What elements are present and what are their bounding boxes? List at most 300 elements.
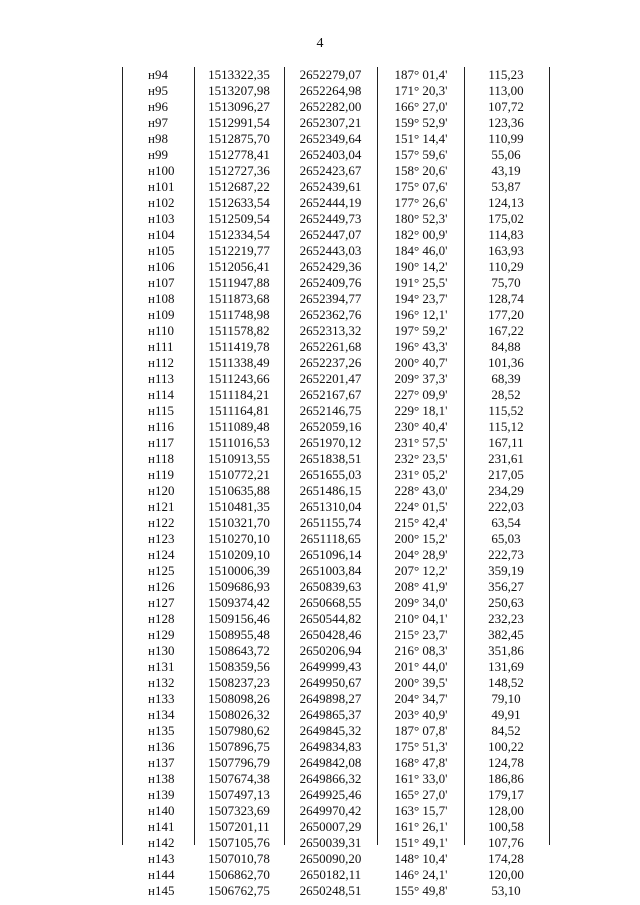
direction-angle-cell: 175° 07,6' <box>394 179 448 194</box>
table-row <box>122 323 550 339</box>
point-name-cell: н140 <box>148 803 175 818</box>
y-coordinate-cell: 2650839,63 <box>299 579 362 594</box>
table-row <box>122 403 550 419</box>
distance-cell: 232,23 <box>488 611 524 626</box>
distance-cell: 217,05 <box>488 467 524 482</box>
direction-angle-cell: 200° 15,2' <box>394 531 448 546</box>
y-coordinate-cell: 2650428,46 <box>299 627 362 642</box>
y-coordinate-cell: 2651003,84 <box>299 563 362 578</box>
direction-angle-cell: 232° 23,5' <box>394 451 448 466</box>
table-row <box>122 595 550 611</box>
x-coordinate-cell: 1511419,78 <box>208 339 270 354</box>
direction-angle-cell: 210° 04,1' <box>394 611 448 626</box>
y-coordinate-cell: 2652394,77 <box>299 291 362 306</box>
direction-angle-cell: 148° 10,4' <box>394 851 448 866</box>
table-row <box>122 179 550 195</box>
table-row <box>122 307 550 323</box>
x-coordinate-cell: 1509156,46 <box>208 611 270 626</box>
direction-angle-cell: 197° 59,2' <box>394 323 448 338</box>
y-coordinate-cell: 2651155,74 <box>299 515 362 530</box>
point-name-cell: н138 <box>148 771 175 786</box>
distance-cell: 43,19 <box>491 163 521 178</box>
y-coordinate-cell: 2652313,32 <box>299 323 362 338</box>
y-coordinate-cell: 2652201,47 <box>299 371 362 386</box>
point-name-cell: н106 <box>148 259 175 274</box>
table-row <box>122 659 550 675</box>
point-name-cell: н98 <box>148 131 168 146</box>
distance-cell: 100,22 <box>488 739 524 754</box>
table-row <box>122 259 550 275</box>
direction-angle-cell: 158° 20,6' <box>394 163 448 178</box>
point-name-cell: н109 <box>148 307 175 322</box>
point-name-cell: н107 <box>148 275 175 290</box>
table-row <box>122 451 550 467</box>
point-name-cell: н100 <box>148 163 175 178</box>
point-name-cell: н114 <box>148 387 174 402</box>
distance-cell: 131,69 <box>488 659 524 674</box>
point-name-cell: н120 <box>148 483 175 498</box>
x-coordinate-cell: 1507980,62 <box>208 723 270 738</box>
direction-angle-cell: 175° 51,3' <box>394 739 448 754</box>
x-coordinate-cell: 1510270,10 <box>208 531 270 546</box>
x-coordinate-cell: 1512334,54 <box>208 227 270 242</box>
x-coordinate-cell: 1507323,69 <box>208 803 270 818</box>
y-coordinate-cell: 2651096,14 <box>299 547 362 562</box>
distance-cell: 124,13 <box>488 195 524 210</box>
point-name-cell: н142 <box>148 835 175 850</box>
y-coordinate-cell: 2649866,32 <box>299 771 362 786</box>
direction-angle-cell: 151° 49,1' <box>394 835 448 850</box>
point-name-cell: н130 <box>148 643 175 658</box>
direction-angle-cell: 209° 37,3' <box>394 371 448 386</box>
table-row <box>122 499 550 515</box>
x-coordinate-cell: 1508026,32 <box>208 707 270 722</box>
distance-cell: 177,20 <box>488 307 524 322</box>
y-coordinate-cell: 2650668,55 <box>299 595 362 610</box>
point-name-cell: н108 <box>148 291 175 306</box>
table-row <box>122 355 550 371</box>
x-coordinate-cell: 1511748,98 <box>208 307 270 322</box>
y-coordinate-cell: 2651486,15 <box>299 483 362 498</box>
x-coordinate-cell: 1508237,23 <box>208 675 270 690</box>
x-coordinate-cell: 1507896,75 <box>208 739 270 754</box>
distance-cell: 222,03 <box>488 499 524 514</box>
distance-cell: 53,87 <box>491 179 521 194</box>
table-row <box>122 99 550 115</box>
distance-cell: 250,63 <box>488 595 524 610</box>
distance-cell: 234,29 <box>488 483 524 498</box>
table-body <box>122 67 550 899</box>
direction-angle-cell: 230° 40,4' <box>394 419 448 434</box>
table-row <box>122 227 550 243</box>
x-coordinate-cell: 1511947,88 <box>208 275 270 290</box>
point-name-cell: н116 <box>148 419 174 434</box>
direction-angle-cell: 161° 26,1' <box>394 819 448 834</box>
point-name-cell: н101 <box>148 179 175 194</box>
x-coordinate-cell: 1509686,93 <box>208 579 270 594</box>
distance-cell: 356,27 <box>488 579 524 594</box>
direction-angle-cell: 204° 34,7' <box>394 691 448 706</box>
direction-angle-cell: 182° 00,9' <box>394 227 448 242</box>
y-coordinate-cell: 2652237,26 <box>299 355 362 370</box>
direction-angle-cell: 184° 46,0' <box>394 243 448 258</box>
point-name-cell: н123 <box>148 531 175 546</box>
table-row <box>122 787 550 803</box>
x-coordinate-cell: 1510913,55 <box>208 451 270 466</box>
distance-cell: 115,52 <box>488 403 524 418</box>
table-row <box>122 739 550 755</box>
distance-cell: 115,12 <box>488 419 524 434</box>
table-row <box>122 371 550 387</box>
point-name-cell: н104 <box>148 227 175 242</box>
x-coordinate-cell: 1508098,26 <box>208 691 270 706</box>
x-coordinate-cell: 1513207,98 <box>208 83 270 98</box>
x-coordinate-cell: 1512633,54 <box>208 195 270 210</box>
distance-cell: 382,45 <box>488 627 524 642</box>
point-name-cell: н139 <box>148 787 175 802</box>
table-row <box>122 611 550 627</box>
x-coordinate-cell: 1509374,42 <box>208 595 270 610</box>
distance-cell: 75,70 <box>491 275 521 290</box>
x-coordinate-cell: 1511184,21 <box>208 387 270 402</box>
x-coordinate-cell: 1510772,21 <box>208 467 270 482</box>
x-coordinate-cell: 1510635,88 <box>208 483 270 498</box>
y-coordinate-cell: 2652167,67 <box>299 387 362 402</box>
table-row <box>122 803 550 819</box>
table-row <box>122 163 550 179</box>
point-name-cell: н118 <box>148 451 174 466</box>
point-name-cell: н144 <box>148 867 175 882</box>
x-coordinate-cell: 1510481,35 <box>208 499 270 514</box>
distance-cell: 110,29 <box>488 259 524 274</box>
y-coordinate-cell: 2652403,04 <box>299 147 362 162</box>
distance-cell: 63,54 <box>491 515 521 530</box>
direction-angle-cell: 228° 43,0' <box>394 483 448 498</box>
point-name-cell: н111 <box>148 339 174 354</box>
table-row <box>122 547 550 563</box>
table-row <box>122 147 550 163</box>
distance-cell: 107,76 <box>488 835 524 850</box>
point-name-cell: н119 <box>148 467 174 482</box>
point-name-cell: н143 <box>148 851 175 866</box>
x-coordinate-cell: 1511338,49 <box>208 355 270 370</box>
distance-cell: 128,00 <box>488 803 524 818</box>
table-row <box>122 883 550 899</box>
point-name-cell: н125 <box>148 563 175 578</box>
direction-angle-cell: 215° 42,4' <box>394 515 448 530</box>
distance-cell: 55,06 <box>491 147 521 162</box>
y-coordinate-cell: 2652146,75 <box>299 403 362 418</box>
direction-angle-cell: 207° 12,2' <box>394 563 448 578</box>
y-coordinate-cell: 2652439,61 <box>299 179 362 194</box>
distance-cell: 222,73 <box>488 547 524 562</box>
y-coordinate-cell: 2649925,46 <box>299 787 362 802</box>
table-row <box>122 387 550 403</box>
table-row <box>122 467 550 483</box>
x-coordinate-cell: 1507010,78 <box>208 851 270 866</box>
distance-cell: 186,86 <box>488 771 524 786</box>
x-coordinate-cell: 1507201,11 <box>208 819 270 834</box>
distance-cell: 79,10 <box>491 691 521 706</box>
y-coordinate-cell: 2650206,94 <box>299 643 362 658</box>
direction-angle-cell: 209° 34,0' <box>394 595 448 610</box>
y-coordinate-cell: 2650039,31 <box>299 835 362 850</box>
distance-cell: 114,83 <box>488 227 524 242</box>
table-row <box>122 707 550 723</box>
direction-angle-cell: 215° 23,7' <box>394 627 448 642</box>
table-row <box>122 835 550 851</box>
table-row <box>122 691 550 707</box>
table-row <box>122 67 550 83</box>
y-coordinate-cell: 2649842,08 <box>299 755 362 770</box>
direction-angle-cell: 231° 05,2' <box>394 467 448 482</box>
point-name-cell: н110 <box>148 323 174 338</box>
table-row <box>122 563 550 579</box>
table-row <box>122 275 550 291</box>
y-coordinate-cell: 2652059,16 <box>299 419 362 434</box>
table-row <box>122 115 550 131</box>
point-name-cell: н135 <box>148 723 175 738</box>
x-coordinate-cell: 1510209,10 <box>208 547 270 562</box>
distance-cell: 174,28 <box>488 851 524 866</box>
direction-angle-cell: 163° 15,7' <box>394 803 448 818</box>
point-name-cell: н117 <box>148 435 174 450</box>
point-name-cell: н145 <box>148 883 175 898</box>
y-coordinate-cell: 2649970,42 <box>299 803 362 818</box>
distance-cell: 84,52 <box>491 723 521 738</box>
distance-cell: 167,22 <box>488 323 524 338</box>
table-row <box>122 531 550 547</box>
direction-angle-cell: 200° 39,5' <box>394 675 448 690</box>
direction-angle-cell: 187° 07,8' <box>394 723 448 738</box>
direction-angle-cell: 161° 33,0' <box>394 771 448 786</box>
x-coordinate-cell: 1511089,48 <box>208 419 270 434</box>
table-row <box>122 211 550 227</box>
distance-cell: 101,36 <box>488 355 524 370</box>
y-coordinate-cell: 2651310,04 <box>299 499 362 514</box>
point-name-cell: н105 <box>148 243 175 258</box>
direction-angle-cell: 155° 49,8' <box>394 883 448 898</box>
direction-angle-cell: 196° 12,1' <box>394 307 448 322</box>
x-coordinate-cell: 1512727,36 <box>208 163 270 178</box>
point-name-cell: н115 <box>148 403 174 418</box>
page-number: 4 <box>316 36 324 51</box>
table-row <box>122 291 550 307</box>
distance-cell: 49,91 <box>491 707 521 722</box>
table-row <box>122 819 550 835</box>
distance-cell: 128,74 <box>488 291 524 306</box>
direction-angle-cell: 159° 52,9' <box>394 115 448 130</box>
distance-cell: 167,11 <box>488 435 524 450</box>
x-coordinate-cell: 1510321,70 <box>208 515 270 530</box>
x-coordinate-cell: 1510006,39 <box>208 563 270 578</box>
direction-angle-cell: 165° 27,0' <box>394 787 448 802</box>
point-name-cell: н129 <box>148 627 175 642</box>
y-coordinate-cell: 2650248,51 <box>299 883 362 898</box>
table-row <box>122 771 550 787</box>
point-name-cell: н99 <box>148 147 168 162</box>
y-coordinate-cell: 2651118,65 <box>300 531 361 546</box>
x-coordinate-cell: 1513322,35 <box>208 67 270 82</box>
distance-cell: 115,23 <box>488 67 524 82</box>
distance-cell: 163,93 <box>488 243 524 258</box>
y-coordinate-cell: 2652447,07 <box>299 227 362 242</box>
table-row <box>122 579 550 595</box>
y-coordinate-cell: 2652423,67 <box>299 163 362 178</box>
point-name-cell: н122 <box>148 515 175 530</box>
table-row <box>122 627 550 643</box>
x-coordinate-cell: 1508359,56 <box>208 659 270 674</box>
y-coordinate-cell: 2652307,21 <box>299 115 362 130</box>
distance-cell: 65,03 <box>491 531 521 546</box>
point-name-cell: н136 <box>148 739 175 754</box>
y-coordinate-cell: 2649845,32 <box>299 723 362 738</box>
table-row <box>122 723 550 739</box>
y-coordinate-cell: 2649834,83 <box>299 739 362 754</box>
x-coordinate-cell: 1512875,70 <box>208 131 270 146</box>
point-name-cell: н112 <box>148 355 174 370</box>
direction-angle-cell: 216° 08,3' <box>394 643 448 658</box>
point-name-cell: н128 <box>148 611 175 626</box>
table-row <box>122 515 550 531</box>
direction-angle-cell: 231° 57,5' <box>394 435 448 450</box>
direction-angle-cell: 190° 14,2' <box>394 259 448 274</box>
distance-cell: 148,52 <box>488 675 524 690</box>
y-coordinate-cell: 2652282,00 <box>299 99 362 114</box>
y-coordinate-cell: 2650544,82 <box>299 611 362 626</box>
point-name-cell: н121 <box>148 499 175 514</box>
direction-angle-cell: 203° 40,9' <box>394 707 448 722</box>
y-coordinate-cell: 2649865,37 <box>299 707 362 722</box>
y-coordinate-cell: 2652444,19 <box>299 195 362 210</box>
direction-angle-cell: 194° 23,7' <box>394 291 448 306</box>
distance-cell: 123,36 <box>488 115 524 130</box>
x-coordinate-cell: 1507497,13 <box>208 787 270 802</box>
y-coordinate-cell: 2651970,12 <box>299 435 362 450</box>
x-coordinate-cell: 1508643,72 <box>208 643 270 658</box>
direction-angle-cell: 157° 59,6' <box>394 147 448 162</box>
distance-cell: 100,58 <box>488 819 524 834</box>
distance-cell: 179,17 <box>488 787 524 802</box>
table-row <box>122 195 550 211</box>
y-coordinate-cell: 2652261,68 <box>299 339 362 354</box>
table-row <box>122 131 550 147</box>
direction-angle-cell: 227° 09,9' <box>394 387 448 402</box>
distance-cell: 110,99 <box>488 131 524 146</box>
point-name-cell: н113 <box>148 371 174 386</box>
y-coordinate-cell: 2652362,76 <box>299 307 362 322</box>
y-coordinate-cell: 2652429,36 <box>299 259 362 274</box>
x-coordinate-cell: 1512219,77 <box>208 243 270 258</box>
direction-angle-cell: 187° 01,4' <box>394 67 448 82</box>
direction-angle-cell: 146° 24,1' <box>394 867 448 882</box>
direction-angle-cell: 204° 28,9' <box>394 547 448 562</box>
x-coordinate-cell: 1507674,38 <box>208 771 270 786</box>
distance-cell: 107,72 <box>488 99 524 114</box>
direction-angle-cell: 180° 52,3' <box>394 211 448 226</box>
y-coordinate-cell: 2652443,03 <box>299 243 362 258</box>
direction-angle-cell: 229° 18,1' <box>394 403 448 418</box>
y-coordinate-cell: 2652349,64 <box>299 131 362 146</box>
point-name-cell: н141 <box>148 819 175 834</box>
table-row <box>122 755 550 771</box>
point-name-cell: н96 <box>148 99 168 114</box>
x-coordinate-cell: 1507105,76 <box>208 835 270 850</box>
y-coordinate-cell: 2649950,67 <box>299 675 362 690</box>
point-name-cell: н124 <box>148 547 175 562</box>
x-coordinate-cell: 1508955,48 <box>208 627 270 642</box>
x-coordinate-cell: 1511164,81 <box>208 403 270 418</box>
direction-angle-cell: 201° 44,0' <box>394 659 448 674</box>
distance-cell: 53,10 <box>491 883 521 898</box>
direction-angle-cell: 200° 40,7' <box>394 355 448 370</box>
direction-angle-cell: 166° 27,0' <box>394 99 448 114</box>
distance-cell: 28,52 <box>491 387 521 402</box>
distance-cell: 68,39 <box>491 371 521 386</box>
point-name-cell: н94 <box>148 67 168 82</box>
x-coordinate-cell: 1511016,53 <box>208 435 270 450</box>
y-coordinate-cell: 2652264,98 <box>299 83 362 98</box>
point-name-cell: н95 <box>148 83 168 98</box>
x-coordinate-cell: 1511873,68 <box>208 291 270 306</box>
distance-cell: 175,02 <box>488 211 524 226</box>
x-coordinate-cell: 1507796,79 <box>208 755 270 770</box>
x-coordinate-cell: 1512778,41 <box>208 147 270 162</box>
direction-angle-cell: 208° 41,9' <box>394 579 448 594</box>
point-name-cell: н134 <box>148 707 175 722</box>
x-coordinate-cell: 1512687,22 <box>208 179 270 194</box>
y-coordinate-cell: 2649898,27 <box>299 691 362 706</box>
distance-cell: 359,19 <box>488 563 524 578</box>
x-coordinate-cell: 1512991,54 <box>208 115 270 130</box>
table-row <box>122 435 550 451</box>
distance-cell: 124,78 <box>488 755 524 770</box>
y-coordinate-cell: 2652409,76 <box>299 275 362 290</box>
point-name-cell: н103 <box>148 211 175 226</box>
y-coordinate-cell: 2649999,43 <box>299 659 362 674</box>
coordinates-table <box>122 67 550 898</box>
y-coordinate-cell: 2651655,03 <box>299 467 362 482</box>
distance-cell: 351,86 <box>488 643 524 658</box>
x-coordinate-cell: 1506862,70 <box>208 867 270 882</box>
point-name-cell: н127 <box>148 595 175 610</box>
point-name-cell: н132 <box>148 675 175 690</box>
distance-cell: 120,00 <box>488 867 524 882</box>
point-name-cell: н131 <box>148 659 175 674</box>
distance-cell: 231,61 <box>488 451 524 466</box>
table-row <box>122 675 550 691</box>
table-row <box>122 643 550 659</box>
direction-angle-cell: 151° 14,4' <box>394 131 448 146</box>
table-row <box>122 339 550 355</box>
distance-cell: 84,88 <box>491 339 521 354</box>
point-name-cell: н97 <box>148 115 168 130</box>
direction-angle-cell: 168° 47,8' <box>394 755 448 770</box>
table-row <box>122 419 550 435</box>
x-coordinate-cell: 1506762,75 <box>208 883 270 898</box>
table-row <box>122 243 550 259</box>
direction-angle-cell: 196° 43,3' <box>394 339 448 354</box>
x-coordinate-cell: 1511578,82 <box>208 323 270 338</box>
y-coordinate-cell: 2652279,07 <box>299 67 362 82</box>
table-row <box>122 483 550 499</box>
direction-angle-cell: 224° 01,5' <box>394 499 448 514</box>
y-coordinate-cell: 2650090,20 <box>299 851 362 866</box>
x-coordinate-cell: 1512509,54 <box>208 211 270 226</box>
point-name-cell: н126 <box>148 579 175 594</box>
direction-angle-cell: 191° 25,5' <box>394 275 448 290</box>
x-coordinate-cell: 1513096,27 <box>208 99 270 114</box>
